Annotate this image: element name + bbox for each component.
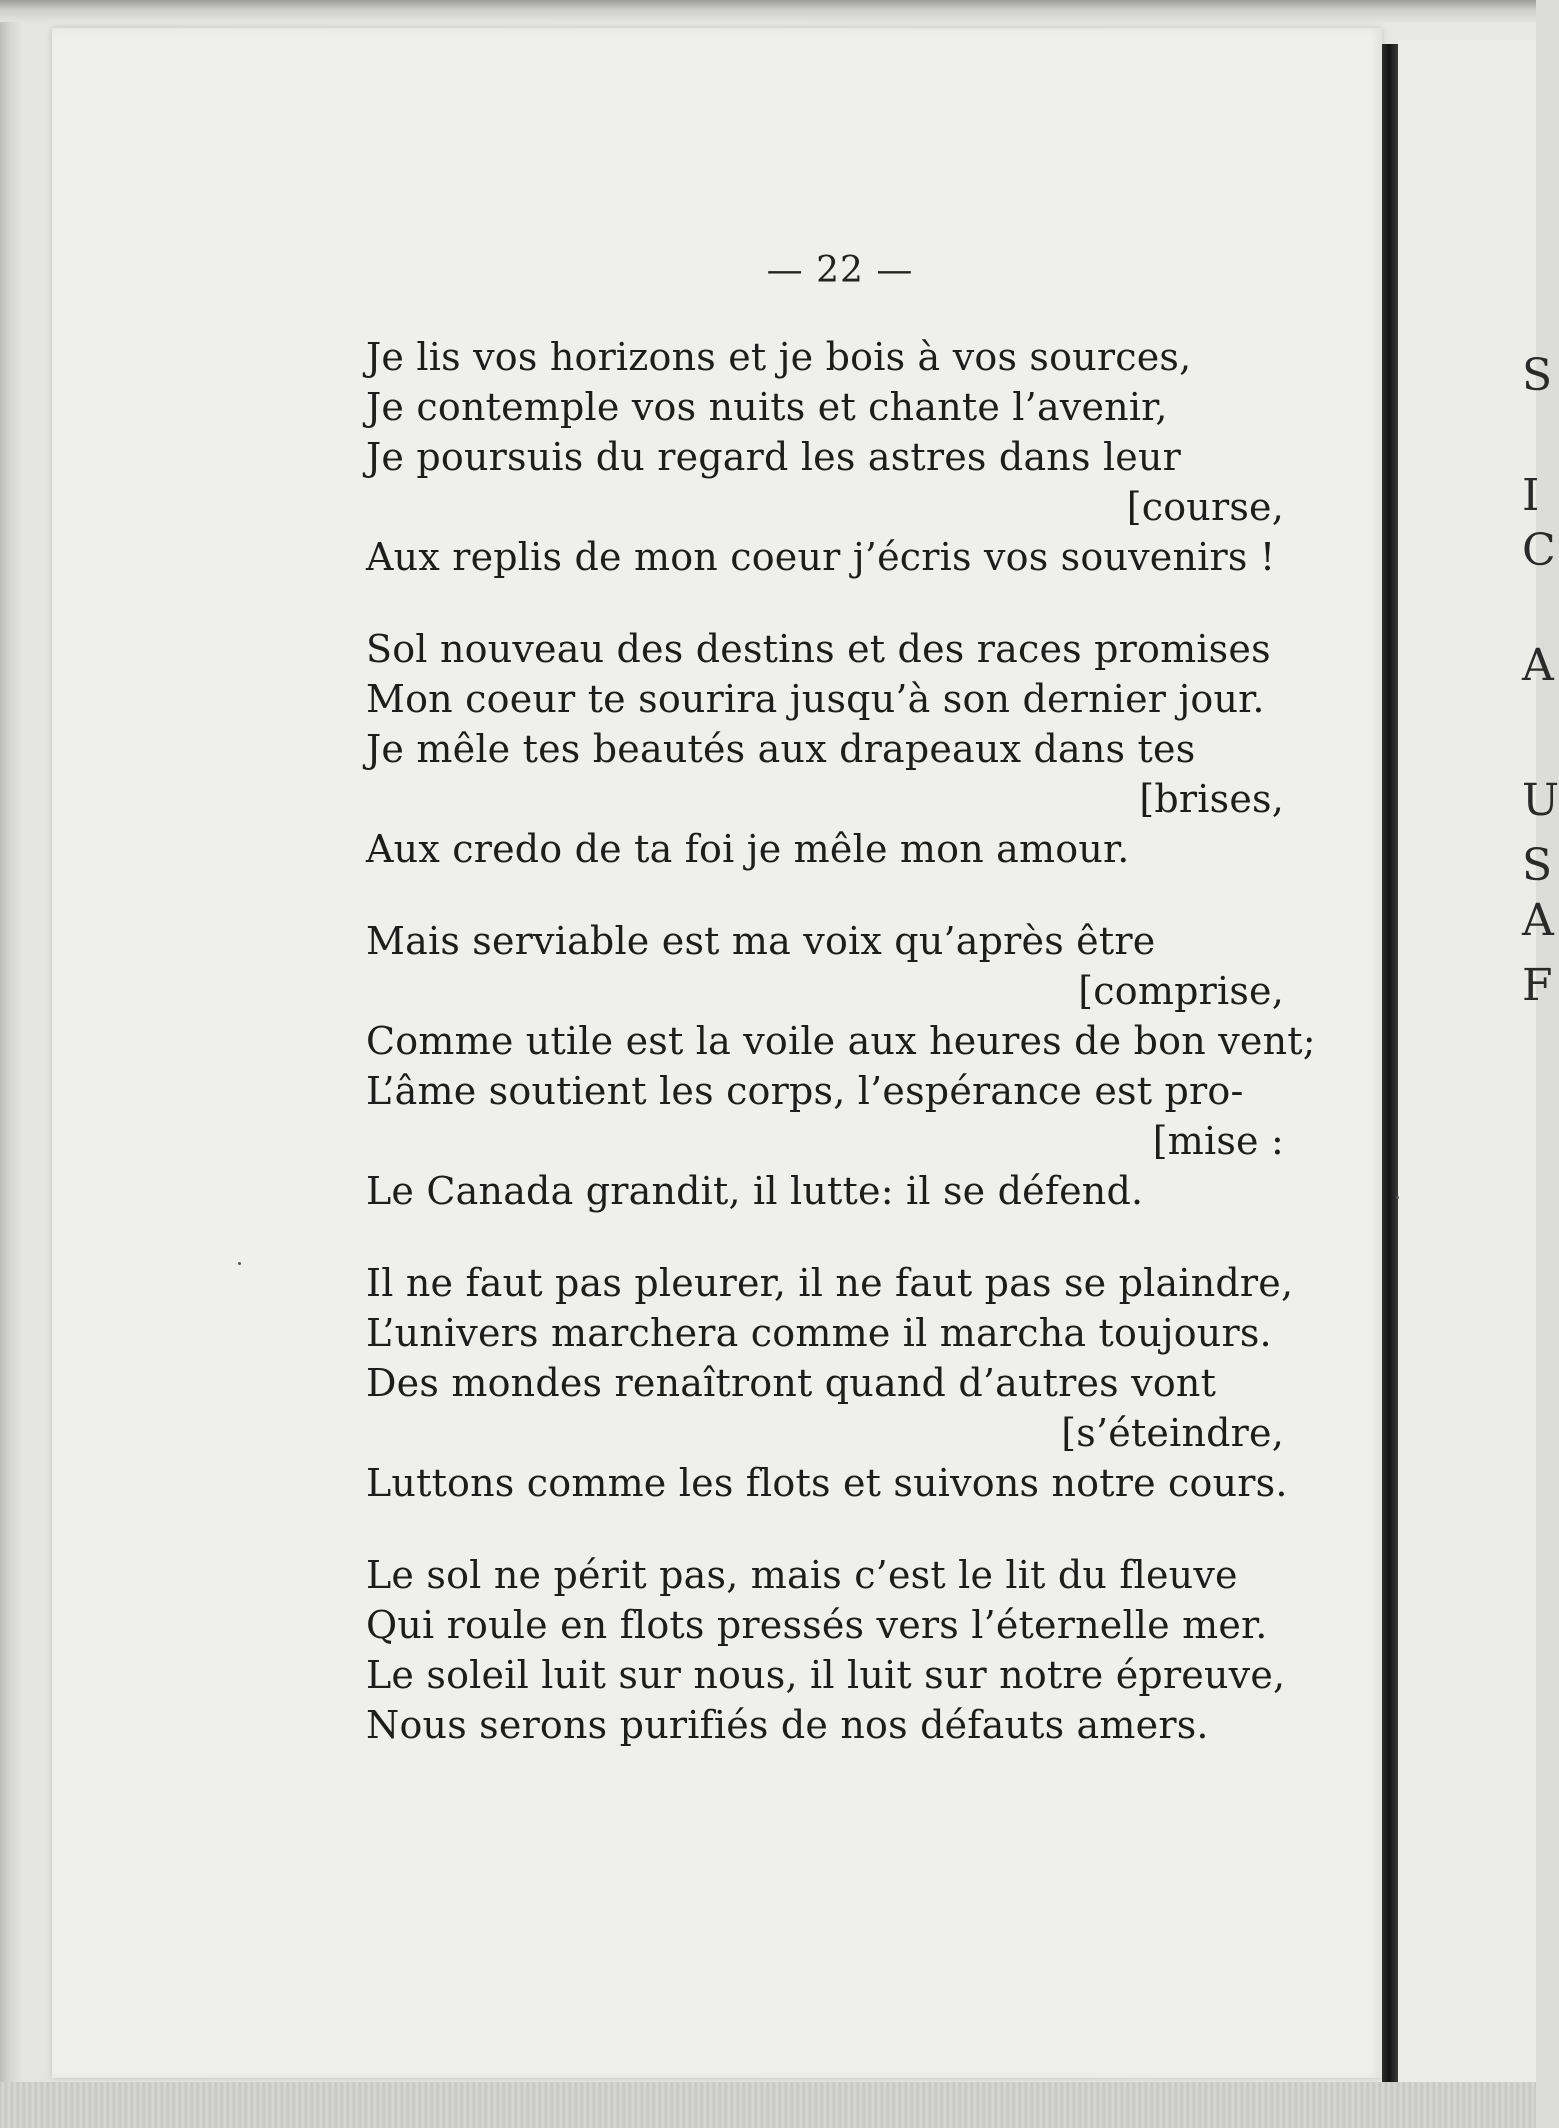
facing-page-letter: A [1522,640,1554,691]
facing-page-letter: S [1522,350,1553,401]
poem-line: Nous serons purifiés de nos défauts amers. [366,1703,1209,1747]
facing-page-letter: A [1522,895,1554,946]
poem-line-turnover: [mise : [1152,1119,1284,1163]
poem-line: Je lis vos horizons et je bois à vos sources, [366,335,1192,379]
scan-bottom-edge [0,2082,1536,2128]
poem-line: Il ne faut pas pleurer, il ne faut pas se plaindre, [366,1261,1294,1305]
facing-page-edge [1398,40,1536,2084]
poem-line: Aux credo de ta foi je mêle mon amour. [366,827,1130,871]
poem-stanza [366,1258,1294,1508]
paper-speck [238,1262,241,1265]
facing-page-letter: S [1522,840,1553,891]
poem-line-turnover: [course, [1126,485,1284,529]
page-number: — 22 — [766,250,914,291]
poem-line: Des mondes renaîtront quand d’autres vont [366,1361,1217,1405]
poem-line: Comme utile est la voile aux heures de bon vent; [366,1019,1316,1063]
poem-line: Je poursuis du regard les astres dans leur [366,435,1182,479]
poem-line-turnover: [s’éteindre, [1061,1411,1284,1455]
poem-line: Le sol ne périt pas, mais c’est le lit du fleuve [366,1553,1238,1597]
poem-line-turnover: [comprise, [1078,969,1284,1013]
facing-page-letter: I [1522,470,1540,521]
poem-line: Mais serviable est ma voix qu’après être [366,919,1156,963]
scan-top-edge [0,0,1536,22]
facing-page-letter: F [1522,960,1553,1011]
poem-line: Luttons comme les flots et suivons notre cours. [366,1461,1288,1505]
facing-page-letter: C [1522,525,1556,576]
poem-line: Aux replis de mon coeur j’écris vos souvenirs ! [366,535,1276,579]
facing-page-letter: U [1522,775,1559,826]
poem-body [366,332,1316,1792]
poem-line: Je mêle tes beautés aux drapeaux dans tes [366,727,1196,771]
poem-line: Le soleil luit sur nous, il luit sur notre épreuve, [366,1653,1286,1697]
book-gutter [1382,44,1398,2084]
poem-stanza [366,1550,1286,1750]
poem-stanza [366,332,1286,582]
poem-line: L’âme soutient les corps, l’espérance est pro- [366,1069,1244,1113]
poem-line: Le Canada grandit, il lutte: il se défend. [366,1169,1144,1213]
poem-line: Je contemple vos nuits et chante l’avenir, [366,385,1168,429]
poem-stanza [366,916,1316,1216]
poem-line: Mon coeur te sourira jusqu’à son dernier jour. [366,677,1265,721]
poem-line: Sol nouveau des destins et des races promises [366,627,1271,671]
poem-line: L’univers marchera comme il marcha toujours. [366,1311,1272,1355]
paper-speck [1396,1196,1399,1199]
poem-stanza [366,624,1286,874]
poem-line-turnover: [brises, [1139,777,1284,821]
poem-line: Qui roule en flots pressés vers l’éternelle mer. [366,1603,1268,1647]
